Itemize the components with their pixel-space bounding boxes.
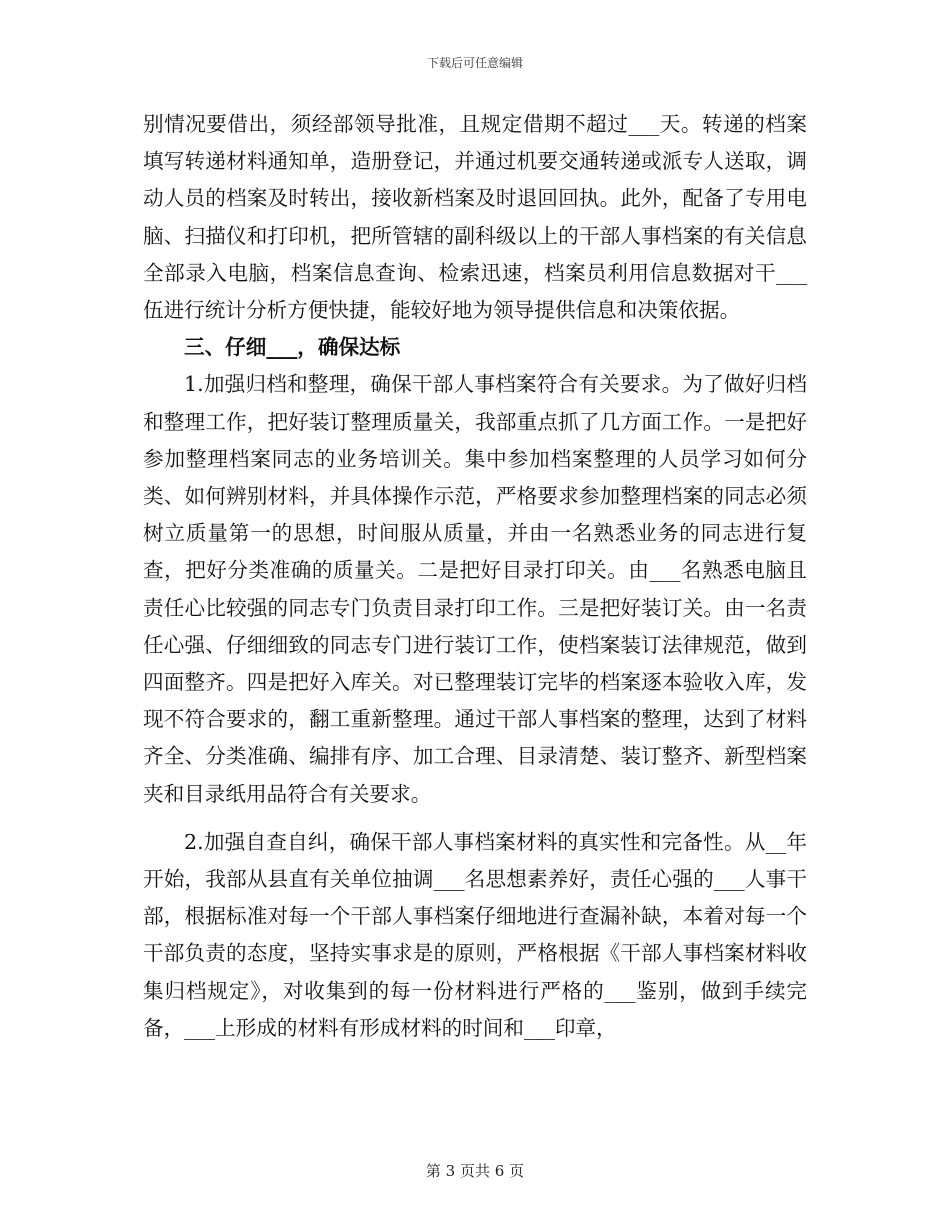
page-header: 下载后可任意编辑: [426, 56, 523, 70]
paragraph-3: 2.加强自查自纠，确保干部人事档案材料的真实性和完备性。从__年开始，我部从县直有关单位抽调___名思想素养好，责任心强的___人事干部，根据标准对每一个干部人事档案仔细地进行查漏补缺，本着对每一个干部负责的态度，坚持实事求是的原则，严格根据《干部人事档案材料收集归档规定》，对收集到的每一份材料进行严格的___鉴别，做到手续完备，___上形成的材料有形成材料的时间和___印章，: [143, 829, 807, 1040]
document-body: [143, 106, 807, 1047]
paragraph-2: 1.加强归档和整理，确保干部人事档案符合有关要求。为了做好归档和整理工作，把好装订整理质量关，我部重点抓了几方面工作。一是把好参加整理档案同志的业务培训关。集中参加档案整理的人员学习如何分类、如何辨别材料，并具体操作示范，严格要求参加整理档案的同志必须树立质量第一的思想，时间服从质量，并由一名熟悉业务的同志进行复查，把好分类准确的质量关。二是把好目录打印关。由___名熟悉电脑且责任心比较强的同志专门负责目录打印工作。三是把好装订关。由一名责任心强、仔细细致的同志专门进行装订工作，使档案装订法律规范，做到四面整齐。四是把好入库关。对已整理装订完毕的档案逐本验收入库，发现不符合要求的，翻工重新整理。通过干部人事档案的整理，达到了材料齐全、分类准确、编排有序、加工合理、目录清楚、装订整齐、新型档案夹和目录纸用品符合有关要求。: [143, 372, 807, 806]
page-footer: 第 3 页共 6 页: [425, 1162, 525, 1180]
section-heading-3: 三、仔细___，确保达标: [184, 335, 401, 360]
paragraph-1: 别情况要借出，须经部领导批准，且规定借期不超过___天。转递的档案填写转递材料通知单，造册登记，并通过机要交通转递或派专人送取，调动人员的档案及时转出，接收新档案及时退回回执。此外，配备了专用电脑、扫描仪和打印机，把所管辖的副科级以上的干部人事档案的有关信息全部录入电脑，档案信息查询、检索迅速，档案员利用信息数据对干___伍进行统计分析方便快捷，能较好地为领导提供信息和决策依据。: [143, 112, 807, 323]
